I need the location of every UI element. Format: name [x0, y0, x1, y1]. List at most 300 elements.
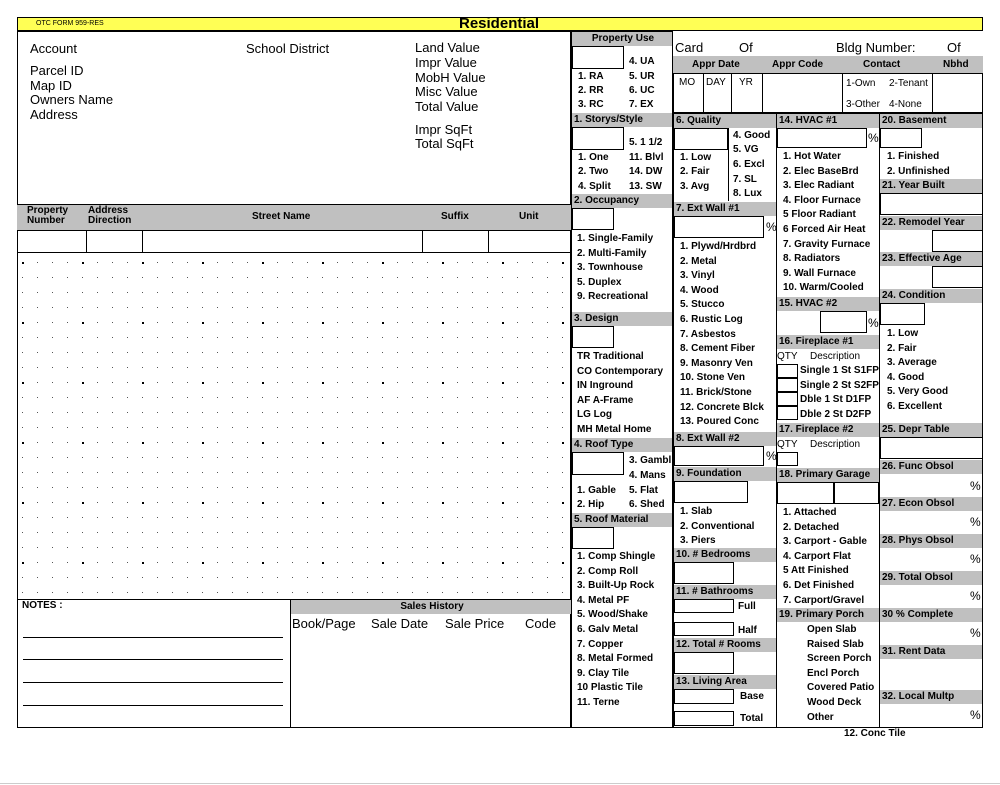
grid-dot [352, 307, 353, 308]
grid-dot [367, 592, 368, 593]
grid-dot [442, 487, 443, 488]
ext-wall1-input[interactable] [674, 216, 764, 238]
grid-dot [472, 502, 473, 503]
contact-other: 3-Other [846, 99, 880, 110]
grid-dot [352, 457, 353, 458]
grid-dot [67, 397, 68, 398]
grid-dot [277, 262, 278, 263]
street-name-input[interactable] [142, 230, 423, 253]
basement-unfinished: 2. Unfinished [887, 166, 950, 177]
grid-dot [427, 532, 428, 533]
ext-wall-item: 13. Poured Conc [680, 416, 759, 428]
grid-dot [532, 292, 533, 293]
basement-input[interactable] [880, 128, 922, 148]
hvac-item: 5 Floor Radiant [783, 209, 856, 221]
appr-code-header: Appr Code [772, 59, 824, 70]
grid-dot [82, 382, 84, 384]
hvac-item: 6 Forced Air Heat [783, 223, 866, 235]
pu-ua: 4. UA [629, 56, 655, 67]
grid-dot [142, 502, 144, 504]
grid-dot [322, 547, 323, 548]
grid-dot [457, 472, 458, 473]
grid-dot [382, 292, 383, 293]
grid-dot [442, 397, 443, 398]
grid-dot [157, 397, 158, 398]
hvac-item: 10. Warm/Cooled [783, 282, 864, 294]
grid-dot [172, 352, 173, 353]
grid-dot [82, 262, 84, 264]
grid-dot [472, 487, 473, 488]
grid-dot [547, 352, 548, 353]
grid-dot [112, 592, 113, 593]
grid-dot [292, 577, 293, 578]
storys-blvl: 11. Blvl [629, 152, 664, 163]
grid-dot [562, 337, 563, 338]
grid-dot [202, 292, 203, 293]
grid-dot [187, 307, 188, 308]
remodel-input[interactable] [932, 230, 983, 252]
grid-dot [307, 382, 308, 383]
grid-dot [307, 277, 308, 278]
grid-dot [142, 427, 143, 428]
grid-dot [322, 457, 323, 458]
grid-dot [562, 352, 563, 353]
grid-dot [502, 547, 503, 548]
effective-age-input[interactable] [932, 266, 983, 288]
quality-fair: 2. Fair [680, 166, 710, 177]
grid-dot [67, 427, 68, 428]
nbhd-box[interactable] [932, 73, 983, 113]
grid-dot [187, 397, 188, 398]
grid-dot [37, 517, 38, 518]
grid-dot [232, 457, 233, 458]
grid-dot [517, 472, 518, 473]
grid-dot [472, 262, 473, 263]
grid-dot [52, 307, 53, 308]
garage-input-1[interactable] [777, 482, 834, 504]
grid-dot [97, 337, 98, 338]
grid-dot [352, 337, 353, 338]
sale-price-header: Sale Price [445, 616, 505, 631]
grid-dot [322, 367, 323, 368]
local-multp-header: 32. Local Multp [880, 690, 982, 704]
grid-dot [247, 577, 248, 578]
grid-dot [457, 382, 458, 383]
grid-dot [22, 457, 23, 458]
occupancy-item: 3. Townhouse [577, 262, 643, 274]
grid-dot [427, 487, 428, 488]
roof-material-item: 4. Metal PF [577, 594, 630, 606]
school-district-label: School District [246, 41, 330, 56]
grid-dot [82, 307, 83, 308]
roof-type-input[interactable] [572, 452, 624, 475]
grid-dot [412, 322, 413, 323]
grid-dot [382, 352, 383, 353]
year-built-header: 21. Year Built [880, 179, 982, 193]
hvac-item: 2. Elec BaseBrd [783, 165, 859, 177]
grid-dot [457, 262, 458, 263]
condition-item: 3. Average [887, 357, 937, 369]
grid-dot [397, 577, 398, 578]
grid-dot [532, 472, 533, 473]
pu-rc: 3. RC [578, 99, 604, 110]
grid-dot [97, 562, 98, 563]
grid-dot [82, 532, 83, 533]
garage-item: 3. Carport - Gable [783, 536, 867, 548]
grid-dot [382, 472, 383, 473]
grid-dot [427, 307, 428, 308]
grid-dot [487, 562, 488, 563]
fireplace1-qty-input[interactable] [777, 364, 798, 378]
grid-dot [247, 502, 248, 503]
grid-dot [322, 487, 323, 488]
grid-dot [532, 382, 533, 383]
grid-dot [457, 502, 458, 503]
notes-label: NOTES : [22, 600, 63, 611]
grid-dot [82, 502, 84, 504]
grid-dot [157, 262, 158, 263]
grid-dot [202, 262, 204, 264]
grid-dot [217, 487, 218, 488]
grid-dot [562, 547, 563, 548]
grid-dot [397, 532, 398, 533]
grid-dot [397, 262, 398, 263]
grid-dot [352, 262, 353, 263]
grid-dot [442, 337, 443, 338]
grid-dot [472, 277, 473, 278]
bathrooms-full-input[interactable] [674, 599, 734, 613]
grid-dot [562, 472, 563, 473]
grid-dot [127, 352, 128, 353]
grid-dot [262, 307, 263, 308]
grid-dot [172, 292, 173, 293]
total-sqft-label: Total SqFt [415, 136, 474, 151]
grid-dot [397, 292, 398, 293]
grid-dot [562, 487, 563, 488]
bathrooms-header: 11. # Bathrooms [674, 585, 776, 599]
grid-dot [517, 562, 518, 563]
sketch-grid[interactable] [18, 254, 570, 598]
roof-material-item: 9. Clay Tile [577, 667, 630, 679]
grid-dot [262, 592, 263, 593]
foundation-header: 9. Foundation [674, 467, 776, 481]
grid-dot [157, 487, 158, 488]
hvac1-header: 14. HVAC #1 [777, 114, 879, 128]
fireplace2-qty: QTY [777, 439, 798, 450]
grid-dot [502, 337, 503, 338]
grid-dot [22, 262, 24, 264]
hvac2-header: 15. HVAC #2 [777, 297, 879, 311]
grid-dot [397, 472, 398, 473]
rooms-input[interactable] [674, 652, 734, 674]
foundation-item: 1. Slab [680, 506, 713, 517]
grid-dot [562, 562, 564, 564]
grid-dot [457, 562, 458, 563]
ext-wall-item: 2. Metal [680, 255, 717, 267]
fireplace1-qty-input[interactable] [777, 392, 798, 406]
porch-item: Screen Porch [807, 653, 872, 665]
ext-wall2-input[interactable] [674, 446, 764, 466]
storys-input[interactable] [572, 127, 624, 150]
grid-dot [487, 472, 488, 473]
grid-dot [172, 547, 173, 548]
grid-dot [337, 502, 338, 503]
grid-dot [472, 367, 473, 368]
complete-pct: % [970, 626, 981, 640]
condition-item: 5. Very Good [887, 386, 949, 398]
grid-dot [292, 442, 293, 443]
grid-dot [247, 277, 248, 278]
grid-dot [127, 427, 128, 428]
grid-dot [397, 277, 398, 278]
grid-dot [292, 502, 293, 503]
grid-dot [277, 547, 278, 548]
grid-dot [67, 307, 68, 308]
ext-wall-item: 4. Wood [680, 284, 719, 296]
grid-dot [517, 502, 518, 503]
grid-dot [397, 322, 398, 323]
grid-dot [532, 577, 533, 578]
grid-dot [427, 367, 428, 368]
grid-dot [127, 457, 128, 458]
grid-dot [112, 262, 113, 263]
code-header: Code [525, 616, 557, 631]
unit-input[interactable] [488, 230, 571, 253]
grid-dot [442, 577, 443, 578]
grid-dot [67, 472, 68, 473]
grid-dot [97, 352, 98, 353]
grid-dot [382, 322, 384, 324]
local-multp-pct: % [970, 708, 981, 722]
grid-dot [82, 292, 83, 293]
grid-dot [307, 427, 308, 428]
hvac1-input[interactable] [777, 128, 867, 148]
grid-dot [202, 397, 203, 398]
grid-dot [487, 367, 488, 368]
grid-dot [562, 292, 563, 293]
grid-dot [292, 472, 293, 473]
living-total-input[interactable] [674, 711, 734, 726]
grid-dot [277, 427, 278, 428]
grid-dot [232, 397, 233, 398]
condition-input[interactable] [880, 303, 925, 325]
grid-dot [82, 427, 83, 428]
grid-dot [37, 382, 38, 383]
grid-dot [502, 322, 504, 324]
grid-dot [547, 337, 548, 338]
grid-dot [457, 322, 458, 323]
grid-dot [37, 352, 38, 353]
pu-rr: 2. RR [578, 85, 604, 96]
grid-dot [172, 502, 173, 503]
fireplace1-qty-input[interactable] [777, 406, 798, 420]
grid-dot [502, 562, 504, 564]
grid-dot [187, 427, 188, 428]
grid-dot [337, 547, 338, 548]
property-number-input[interactable] [17, 230, 87, 253]
grid-dot [52, 442, 53, 443]
grid-dot [307, 592, 308, 593]
grid-dot [112, 442, 113, 443]
grid-dot [412, 412, 413, 413]
address-label: Address [30, 107, 78, 122]
bedrooms-input[interactable] [674, 562, 734, 584]
grid-dot [517, 427, 518, 428]
grid-dot [37, 322, 38, 323]
bathrooms-half-input[interactable] [674, 622, 734, 636]
fireplace2-qty-input[interactable] [777, 452, 798, 466]
grid-dot [82, 577, 83, 578]
ext-wall1-list [680, 240, 764, 430]
grid-dot [382, 577, 383, 578]
grid-dot [487, 352, 488, 353]
quality-input[interactable] [674, 128, 728, 150]
grid-dot [307, 442, 308, 443]
grid-dot [232, 337, 233, 338]
grid-dot [562, 517, 563, 518]
grid-dot [532, 592, 533, 593]
grid-dot [472, 382, 473, 383]
grid-dot [292, 427, 293, 428]
grid-dot [397, 352, 398, 353]
grid-dot [337, 397, 338, 398]
grid-dot [397, 502, 398, 503]
grid-dot [262, 577, 263, 578]
grid-dot [112, 532, 113, 533]
design-header: 3. Design [572, 312, 672, 326]
year-built-input[interactable] [880, 193, 983, 215]
func-obsol-header: 26. Func Obsol [880, 460, 982, 474]
grid-dot [487, 337, 488, 338]
grid-dot [277, 472, 278, 473]
grid-dot [427, 472, 428, 473]
grid-dot [247, 292, 248, 293]
grid-dot [292, 547, 293, 548]
property-use-input[interactable] [572, 46, 624, 69]
grid-dot [412, 592, 413, 593]
grid-dot [502, 427, 503, 428]
owners-name-label: Owners Name [30, 92, 114, 107]
appr-code-box[interactable] [762, 73, 843, 113]
roof-material-input[interactable] [572, 527, 614, 549]
grid-dot [562, 262, 564, 264]
grid-dot [352, 562, 353, 563]
grid-dot [532, 502, 533, 503]
ext-wall-item: 8. Cement Fiber [680, 343, 756, 355]
grid-dot [172, 397, 173, 398]
grid-dot [532, 457, 533, 458]
living-base-input[interactable] [674, 689, 734, 704]
grid-dot [22, 487, 23, 488]
grid-dot [142, 352, 143, 353]
grid-dot [277, 517, 278, 518]
foundation-input[interactable] [674, 481, 748, 503]
pu-ex: 7. EX [629, 99, 654, 110]
grid-dot [472, 352, 473, 353]
grid-dot [337, 472, 338, 473]
design-input[interactable] [572, 326, 614, 348]
grid-dot [472, 577, 473, 578]
grid-dot [157, 502, 158, 503]
grid-dot [172, 322, 173, 323]
grid-dot [247, 412, 248, 413]
quality-good: 4. Good [733, 130, 771, 141]
grid-dot [232, 562, 233, 563]
grid-dot [517, 352, 518, 353]
grid-dot [277, 367, 278, 368]
fireplace2-header: 17. Fireplace #2 [777, 423, 879, 437]
grid-dot [367, 532, 368, 533]
grid-dot [127, 442, 128, 443]
grid-dot [502, 307, 503, 308]
grid-dot [502, 442, 504, 444]
grid-dot [202, 337, 203, 338]
ext-wall-item: 6. Rustic Log [680, 313, 743, 325]
grid-dot [382, 397, 383, 398]
grid-dot [202, 277, 203, 278]
grid-dot [247, 562, 248, 563]
grid-dot [412, 352, 413, 353]
grid-dot [562, 412, 563, 413]
suffix-input[interactable] [422, 230, 489, 253]
living-total-label: Total [740, 713, 764, 724]
grid-dot [157, 352, 158, 353]
grid-dot [532, 562, 533, 563]
grid-dot [352, 517, 353, 518]
grid-dot [97, 592, 98, 593]
fireplace1-qty-input[interactable] [777, 378, 798, 392]
grid-dot [442, 412, 443, 413]
storys-one: 1. One [578, 152, 609, 163]
grid-dot [187, 442, 188, 443]
rooms-header: 12. Total # Rooms [674, 638, 776, 652]
grid-dot [397, 562, 398, 563]
grid-dot [382, 412, 383, 413]
grid-dot [247, 307, 248, 308]
garage-list [783, 506, 867, 608]
grid-dot [532, 412, 533, 413]
grid-dot [457, 292, 458, 293]
occupancy-input[interactable] [572, 208, 614, 230]
grid-dot [442, 262, 444, 264]
garage-item: 1. Attached [783, 507, 837, 518]
grid-dot [262, 427, 263, 428]
living-area-header: 13. Living Area [674, 675, 776, 689]
address-direction-input[interactable] [86, 230, 143, 253]
grid-dot [502, 592, 503, 593]
grid-dot [442, 532, 443, 533]
grid-dot [532, 307, 533, 308]
storys-two: 2. Two [578, 166, 609, 177]
grid-dot [67, 502, 68, 503]
grid-dot [457, 487, 458, 488]
depr-table-input[interactable] [880, 437, 983, 459]
ext-wall-item: 1. Plywd/Hrdbrd [680, 241, 757, 252]
grid-dot [532, 367, 533, 368]
grid-dot [52, 472, 53, 473]
hvac2-input[interactable] [820, 311, 867, 333]
grid-dot [187, 472, 188, 473]
grid-dot [67, 262, 68, 263]
garage-input-2[interactable] [834, 482, 879, 504]
grid-dot [532, 487, 533, 488]
mobh-value-label: MobH Value [415, 70, 486, 85]
grid-dot [127, 547, 128, 548]
grid-dot [517, 382, 518, 383]
grid-dot [277, 502, 278, 503]
grid-dot [442, 277, 443, 278]
grid-dot [217, 517, 218, 518]
